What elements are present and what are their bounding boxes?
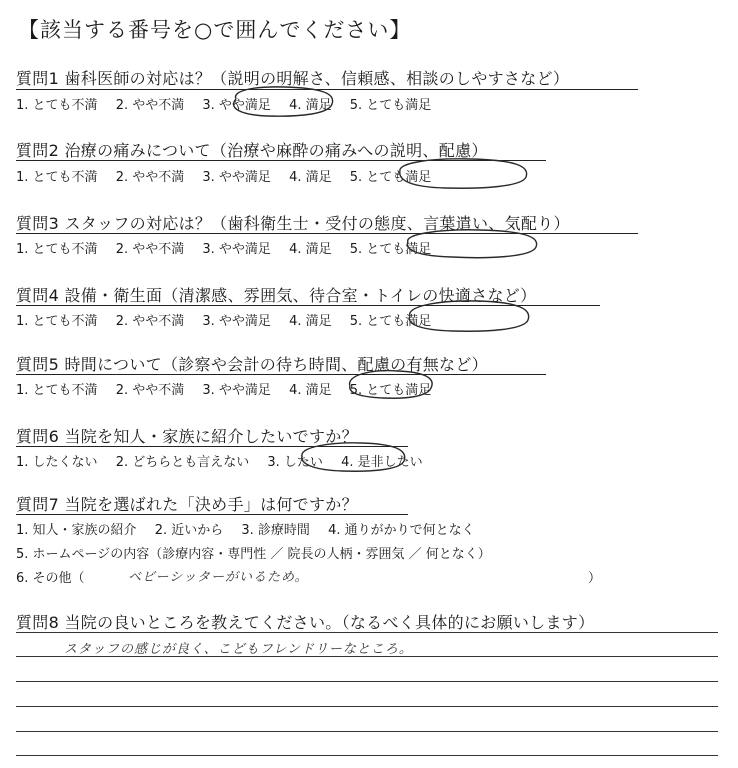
q1-option-2[interactable]: 2. やや不満 (115, 98, 185, 113)
question-7-label: 質問7 当院を選ばれた「決め手」は何ですか？ (16, 495, 358, 514)
question-4-label: 質問4 設備・衛生面（清潔感、雰囲気、待合室・トイレの快適さなど） (16, 286, 537, 305)
q3-selection-circle (407, 230, 536, 258)
q4-option-2[interactable]: 2. やや不満 (115, 314, 185, 329)
question-1-label: 質問1 歯科医師の対応は？（説明の明解さ、信頼感、相談のしやすさなど） (16, 69, 570, 88)
q5-option-5[interactable]: 5. とても満足 (349, 383, 432, 398)
q4-option-1[interactable]: 1. とても不満 (16, 314, 98, 329)
q6-selection-circle (302, 443, 405, 471)
q5-option-3[interactable]: 3. やや満足 (202, 383, 271, 398)
question-5-label: 質問5 時間について（診察や会計の待ち時間、配慮の有無など） (16, 355, 488, 374)
q4-option-5[interactable]: 5. とても満足 (349, 314, 432, 329)
q4-option-4[interactable]: 4. 満足 (289, 314, 332, 329)
q8-answer[interactable]: スタッフの感じが良く、こどもフレンドリーなところ。 (64, 642, 413, 657)
q2-option-2[interactable]: 2. やや不満 (115, 170, 185, 185)
q2-option-1[interactable]: 1. とても不満 (16, 170, 98, 185)
question-6-label: 質問6 当院を知人・家族に紹介したいですか？ (16, 427, 358, 446)
q2-selection-circle (400, 159, 527, 188)
q6-option-3[interactable]: 3. したい (267, 455, 323, 470)
q7-option-2[interactable]: 2. 近いから (154, 523, 224, 538)
form-title: 【該当する番号を○で囲んでください】 (18, 18, 412, 42)
question-3-label: 質問3 スタッフの対応は？（歯科衛生士・受付の態度、言葉遣い、気配り） (16, 214, 570, 233)
question-2-label: 質問2 治療の痛みについて（治療や麻酔の痛みへの説明、配慮） (16, 141, 488, 160)
q1-option-1[interactable]: 1. とても不満 (16, 98, 98, 113)
q1-selection-circle (234, 87, 333, 116)
q1-option-4[interactable]: 4. 満足 (289, 98, 332, 113)
q7-option-3[interactable]: 3. 診療時間 (241, 523, 310, 538)
q6-option-4[interactable]: 4. 是非したい (341, 455, 423, 470)
q6-option-1[interactable]: 1. したくない (16, 455, 98, 470)
q3-option-2[interactable]: 2. やや不満 (115, 242, 185, 257)
q2-option-5[interactable]: 5. とても満足 (349, 170, 432, 185)
q2-option-4[interactable]: 4. 満足 (289, 170, 332, 185)
q7-option-1[interactable]: 1. 知人・家族の紹介 (16, 523, 137, 538)
q7-option-6-label[interactable]: 6. その他（ (16, 571, 85, 586)
q4-selection-circle (409, 301, 528, 331)
q4-option-3[interactable]: 3. やや満足 (202, 314, 271, 329)
q3-option-3[interactable]: 3. やや満足 (202, 242, 271, 257)
q7-option-6-close: ） (588, 571, 602, 586)
q2-option-3[interactable]: 3. やや満足 (202, 170, 271, 185)
q3-option-1[interactable]: 1. とても不満 (16, 242, 98, 257)
q5-option-1[interactable]: 1. とても不満 (16, 383, 98, 398)
q6-option-2[interactable]: 2. どちらとも言えない (115, 455, 250, 470)
q5-selection-circle (350, 371, 433, 399)
q7-option-5[interactable]: 5. ホームページの内容（診療内容・専門性 ／ 院長の人柄・雰囲気 ／ 何となく） (16, 547, 491, 562)
q7-other-answer[interactable]: ベビーシッターがいるため。 (128, 570, 309, 585)
question-8-label: 質問8 当院の良いところを教えてください。（なるべく具体的にお願いします） (16, 613, 595, 632)
q1-option-5[interactable]: 5. とても満足 (349, 98, 432, 113)
q1-option-3[interactable]: 3. やや満足 (202, 98, 271, 113)
q5-option-2[interactable]: 2. やや不満 (115, 383, 185, 398)
q3-option-4[interactable]: 4. 満足 (289, 242, 332, 257)
q5-option-4[interactable]: 4. 満足 (289, 383, 332, 398)
q7-option-4[interactable]: 4. 通りがかりで何となく (328, 523, 475, 538)
q3-option-5[interactable]: 5. とても満足 (349, 242, 432, 257)
